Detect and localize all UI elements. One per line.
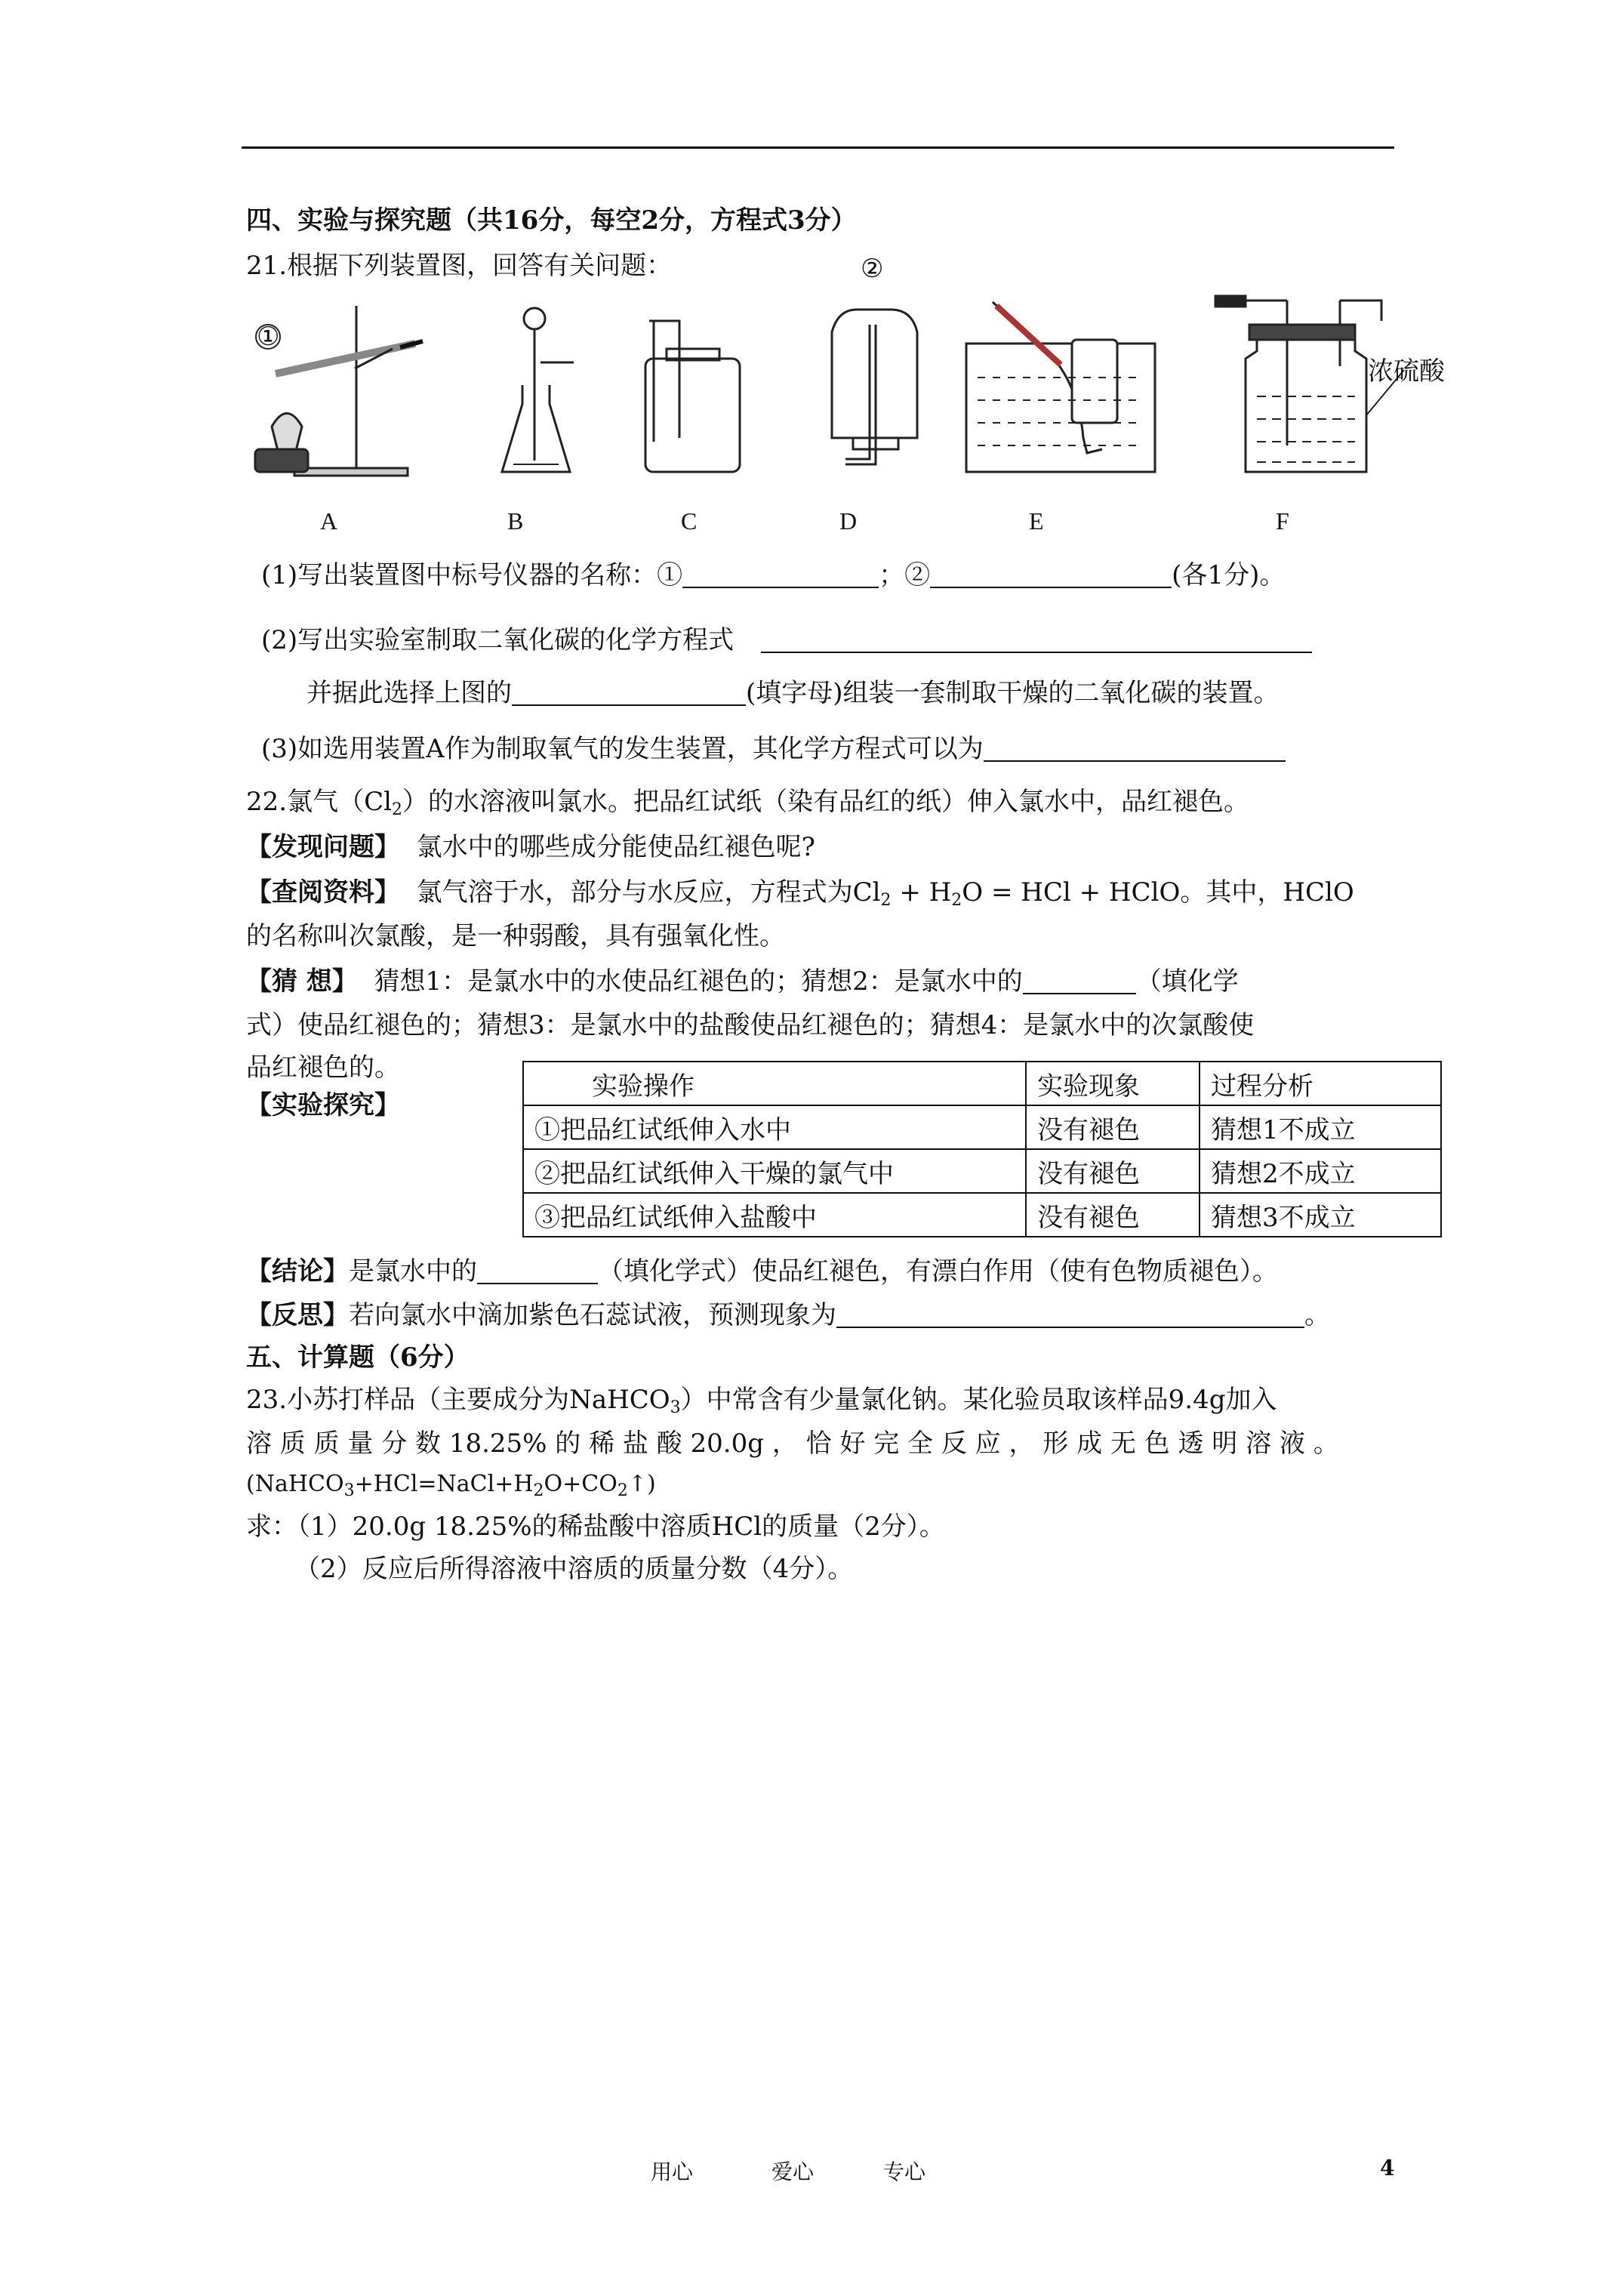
q21-part2b: 并据此选择上图的 (填字母)组装一套制取干燥的二氧化碳的装置。 [306,678,1280,708]
footer-motto-1: 用心 [651,2159,694,2184]
cell-phenomenon: 没有褪色 [1026,1105,1200,1149]
cell-analysis: 猜想2不成立 [1200,1149,1441,1193]
header-rule [242,146,1394,149]
footer-motto-2: 爱心 [771,2159,815,2184]
header-phenomenon: 实验现象 [1026,1062,1200,1105]
apparatus-b [502,308,574,472]
apparatus-e [966,302,1155,472]
q23-equation: $(NaHCO_3+HCl=NaCl+H_2O+CO_2↑)$ [246,1471,656,1500]
blank-guess2[interactable] [1023,967,1136,994]
section-4-title: 四、实验与探究题（共16分，每空2分，方程式3分） [246,205,857,236]
label-e: E [1029,507,1044,535]
q22-reflect: 【反思】若向氯水中滴加紫色石蕊试液，预测现象为 。 [246,1300,1330,1330]
q23-line2: 溶 质 质 量 分 数 18.25% 的 稀 盐 酸 20.0g ， 恰 好 完 全 反 应 ， 形 成 无 色 透 明 溶 液 。 [246,1428,1339,1459]
table-row [523,1105,1441,1149]
header-analysis: 过程分析 [1200,1062,1441,1105]
q22-guess-line3: 品红褪色的。 [246,1052,400,1083]
label-a: A [320,507,338,535]
cell-operation: ②把品红试纸伸入干燥的氯气中 [523,1149,1026,1193]
label-f: F [1276,507,1289,535]
cell-phenomenon: 没有褪色 [1026,1193,1200,1237]
q21-stem: 21.根据下列装置图，回答有关问题： [246,251,673,281]
apparatus-d [832,310,917,464]
cell-analysis: 猜想3不成立 [1200,1193,1441,1237]
marker-1: ① [257,322,280,352]
q23-line1: 23.小苏打样品（主要成分为NaHCO$_3$）中常含有少量氯化钠。某化验员取该样品9.4g加入 [246,1385,1277,1417]
section-5-title: 五、计算题（6分） [246,1342,470,1373]
q23-ask2: （2）反应后所得溶液中溶质的质量分数（4分）。 [294,1554,854,1584]
cell-operation: ③把品红试纸伸入盐酸中 [523,1193,1026,1237]
q22-guess-line2: 式）使品红褪色的；猜想3：是氯水中的盐酸使品红褪色的；猜想4：是氯水中的次氯酸使 [246,1010,1255,1040]
cell-analysis: 猜想1不成立 [1200,1105,1441,1149]
cell-operation: ①把品红试纸伸入水中 [523,1105,1026,1149]
apparatus-a [255,306,423,476]
q22-guess: 【猜 想】 猜想1：是氯水中的水使品红褪色的；猜想2：是氯水中的 （填化学 [246,966,1239,997]
cell-phenomenon: 没有褪色 [1026,1149,1200,1193]
acid-label: 浓硫酸 [1368,356,1445,387]
label-c: C [681,507,698,535]
q21-part2: (2)写出实验室制取二氧化碳的化学方程式 [261,624,1312,657]
q22-discover: 【发现问题】 氯水中的哪些成分能使品红褪色呢? [246,832,815,862]
blank-co2-equation[interactable] [761,626,1312,653]
q21-part3: (3)如选用装置A作为制取氧气的发生装置，其化学方程式可以为 [261,732,1286,766]
blank-reflect[interactable] [836,1301,1304,1328]
table-header-row [523,1062,1441,1105]
q21-part1: (1)写出装置图中标号仪器的名称：① ；② (各1分)。 [261,560,1286,590]
page-number: 4 [1380,2156,1395,2180]
apparatus-figure [242,287,1510,498]
experiment-table [522,1061,1442,1237]
label-d: D [839,507,858,535]
label-b: B [507,507,524,535]
q22-line1: 22.氯气$(Cl_2)$的水溶液叫氯水。把品红试纸（染有品红的纸）伸入氯水中，品红褪色。 [246,787,1249,819]
marker-2: ② [861,254,884,284]
header-operation: 实验操作 [523,1062,1026,1105]
blank-apparatus-letters[interactable] [512,679,746,706]
q22-explore-tag: 【实验探究】 [246,1090,400,1120]
q22-lookup-line2: 的名称叫次氯酸，是一种弱酸，具有强氧化性。 [246,921,785,951]
blank-2[interactable] [930,561,1172,588]
table-row [523,1193,1441,1237]
blank-conclusion[interactable] [477,1257,598,1284]
footer-motto-3: 专心 [883,2159,926,2184]
apparatus-c [645,321,740,472]
table-row [523,1149,1441,1193]
q22-conclusion: 【结论】是氯水中的 （填化学式）使品红褪色，有漂白作用（使有色物质褪色）。 [246,1256,1278,1287]
blank-1[interactable] [682,561,879,588]
q22-lookup: 【查阅资料】 氯气溶于水，部分与水反应，方程式为$Cl_2 + H_2O$ = HCl + HClO。其中，HClO [246,877,1354,910]
blank-o2-equation[interactable] [984,735,1286,762]
q23-ask1: 求：（1）20.0g 18.25%的稀盐酸中溶质HCl的质量（2分）。 [246,1512,945,1542]
